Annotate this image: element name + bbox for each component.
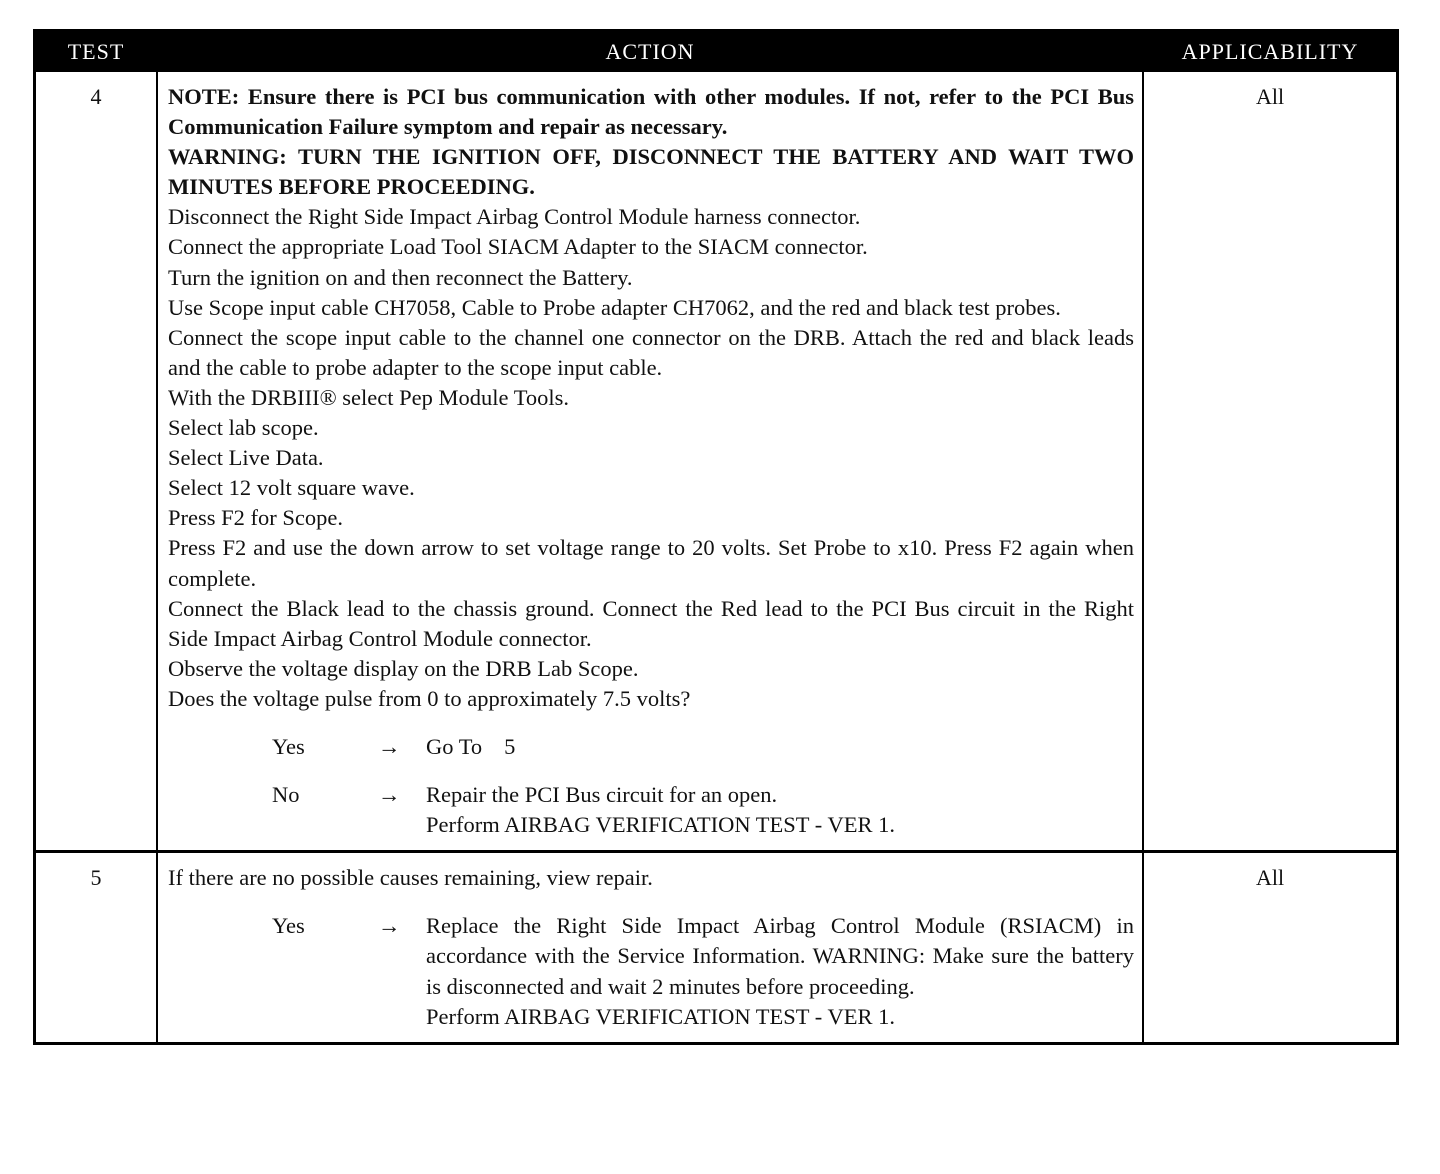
action-cell [156,853,1144,1041]
step: Connect the appropriate Load Tool SIACM Adapter to the SIACM connector. [168,234,868,260]
goto-text: Go To [426,733,483,759]
note-text: NOTE: Ensure there is PCI bus communication with other modules. If not, refer to the PCI Bus Communication Failure symptom and repair as necessary. [168,84,1134,140]
header-applicability: APPLICABILITY [1181,39,1359,64]
procedure-table [33,29,1399,1045]
applicability-value: All [1255,84,1285,109]
yes-option [168,732,1134,762]
step: Select lab scope. [168,415,319,441]
step: Does the voltage pulse from 0 to approximately 7.5 volts? [168,685,691,711]
step: Disconnect the Right Side Impact Airbag Control Module harness connector. [168,204,861,230]
yes-label: Yes [272,913,305,939]
no-option [168,780,1134,840]
yes-option [168,911,1134,1031]
yes-result-line: Replace the Right Side Impact Airbag Control Module (RSIACM) in accordance with the Service Information. WARNING: Make sure the battery is disconnected and wait 2 minutes before proceeding. [426,913,1134,999]
arrow-icon: → [378,782,401,808]
table-row-test-5 [36,850,1396,1041]
step: Turn the ignition on and then reconnect the Battery. [168,264,633,290]
test-number: 5 [90,865,102,891]
test-number: 4 [90,84,102,109]
no-label: No [272,782,300,808]
intro-text: If there are no possible causes remaining, view repair. [168,865,653,891]
step: Connect the scope input cable to the channel one connector on the DRB. Attach the red and black leads and the cable to probe adapter to the scope input cable. [168,324,1134,380]
yes-result [426,732,1134,762]
step: With the DRBIII® select Pep Module Tools. [168,384,570,410]
action-cell [156,72,1144,850]
step: Observe the voltage display on the DRB Lab Scope. [168,655,639,681]
header-action: ACTION [605,39,695,64]
table-header [36,32,1396,72]
step: Select Live Data. [168,445,324,471]
yes-result-line: Perform AIRBAG VERIFICATION TEST - VER 1. [426,1003,895,1029]
goto-number: 5 [504,733,516,759]
step: Use Scope input cable CH7058, Cable to Probe adapter CH7062, and the red and black test probes. [168,294,1061,320]
step: Press F2 and use the down arrow to set voltage range to 20 volts. Set Probe to x10. Press F2 again when complete. [168,535,1134,591]
warning-text: WARNING: TURN THE IGNITION OFF, DISCONNECT THE BATTERY AND WAIT TWO MINUTES BEFORE PROCEEDING. [168,144,1134,200]
no-result-line: Repair the PCI Bus circuit for an open. [426,782,778,808]
step: Connect the Black lead to the chassis ground. Connect the Red lead to the PCI Bus circuit in the Right Side Impact Airbag Control Module connector. [168,595,1134,651]
header-test: TEST [67,39,125,64]
step: Press F2 for Scope. [168,505,343,531]
no-result-line: Perform AIRBAG VERIFICATION TEST - VER 1. [426,812,895,838]
yes-label: Yes [272,733,305,759]
yes-result [426,911,1134,1031]
arrow-icon: → [378,913,401,939]
no-result [426,780,1134,840]
applicability-value: All [1255,865,1285,891]
arrow-icon: → [378,733,401,759]
table-row-test-4 [36,72,1396,850]
step: Select 12 volt square wave. [168,475,415,501]
